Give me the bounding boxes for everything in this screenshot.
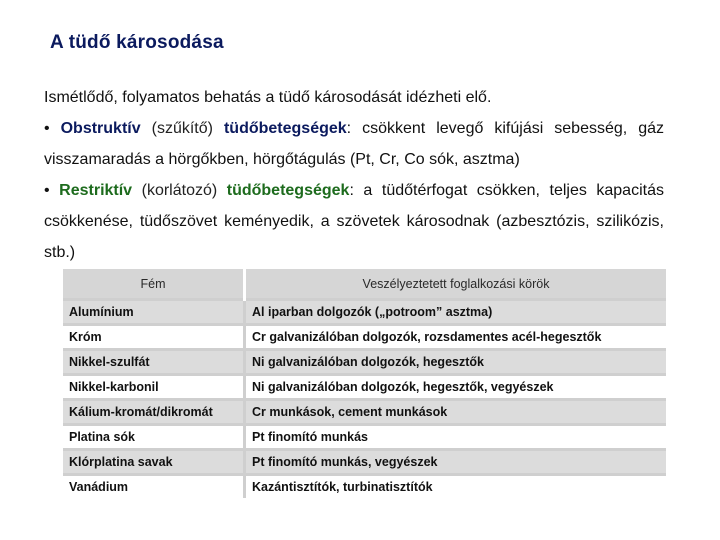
cell-occupation: Ni galvanizálóban dolgozók, hegesztők, vegyészek: [245, 375, 667, 400]
cell-metal: Platina sók: [63, 425, 245, 450]
bullet-text: : a tüdőtérfogat csökken, teljes kapacitás csökkenése, tüdőszövet keményedik, a szövetek károsodnak (azbesztózis, szilikózis, stb.): [44, 182, 664, 261]
cell-metal: Alumínium: [63, 300, 245, 325]
table-row: [63, 475, 666, 499]
page-title: A tüdő károsodása: [50, 32, 224, 53]
cell-occupation: Cr galvanizálóban dolgozók, rozsdamentes acél-hegesztők: [245, 325, 667, 350]
cell-occupation: Kazántisztítók, turbinatisztítók: [245, 475, 667, 499]
table-row: [63, 425, 666, 450]
table-row: [63, 325, 666, 350]
table-header-row: [63, 269, 666, 300]
bullet-text: : csökkent levegő kifújási sebesség, gáz visszamaradás a hörgőkben, hörgőtágulás (Pt, Cr, Co sók, asztma): [44, 120, 664, 168]
bullet-marker: •: [44, 120, 50, 137]
bullet-restrictive: [44, 175, 664, 268]
cell-occupation: Al iparban dolgozók („potroom” asztma): [245, 300, 667, 325]
table-row: [63, 400, 666, 425]
body-text: [44, 82, 664, 268]
table-row: [63, 300, 666, 325]
keyword-obstructive: Obstruktív: [60, 120, 141, 137]
paren-restrictive: (korlátozó): [141, 182, 218, 199]
cell-metal: Klórplatina savak: [63, 450, 245, 475]
table-row: [63, 450, 666, 475]
cell-metal: Vanádium: [63, 475, 245, 499]
cell-occupation: Ni galvanizálóban dolgozók, hegesztők: [245, 350, 667, 375]
bullet-marker: •: [44, 182, 50, 199]
cell-metal: Króm: [63, 325, 245, 350]
column-header-metal: Fém: [63, 269, 245, 300]
keyword-lung-disease: tüdőbetegségek: [223, 120, 347, 137]
intro-paragraph: Ismétlődő, folyamatos behatás a tüdő károsodását idézheti elő.: [44, 89, 492, 106]
table-row: [63, 375, 666, 400]
column-header-occupations: Veszélyeztetett foglalkozási körök: [245, 269, 667, 300]
keyword-restrictive: Restriktív: [59, 182, 133, 199]
table-row: [63, 350, 666, 375]
cell-metal: Kálium-kromát/dikromát: [63, 400, 245, 425]
cell-occupation: Pt finomító munkás: [245, 425, 667, 450]
paren-obstructive: (szűkítő): [151, 120, 213, 137]
keyword-lung-disease: tüdőbetegségek: [226, 182, 350, 199]
bullet-obstructive: [44, 113, 664, 175]
metals-table: [63, 269, 666, 498]
cell-occupation: Cr munkások, cement munkások: [245, 400, 667, 425]
cell-metal: Nikkel-karbonil: [63, 375, 245, 400]
cell-occupation: Pt finomító munkás, vegyészek: [245, 450, 667, 475]
cell-metal: Nikkel-szulfát: [63, 350, 245, 375]
